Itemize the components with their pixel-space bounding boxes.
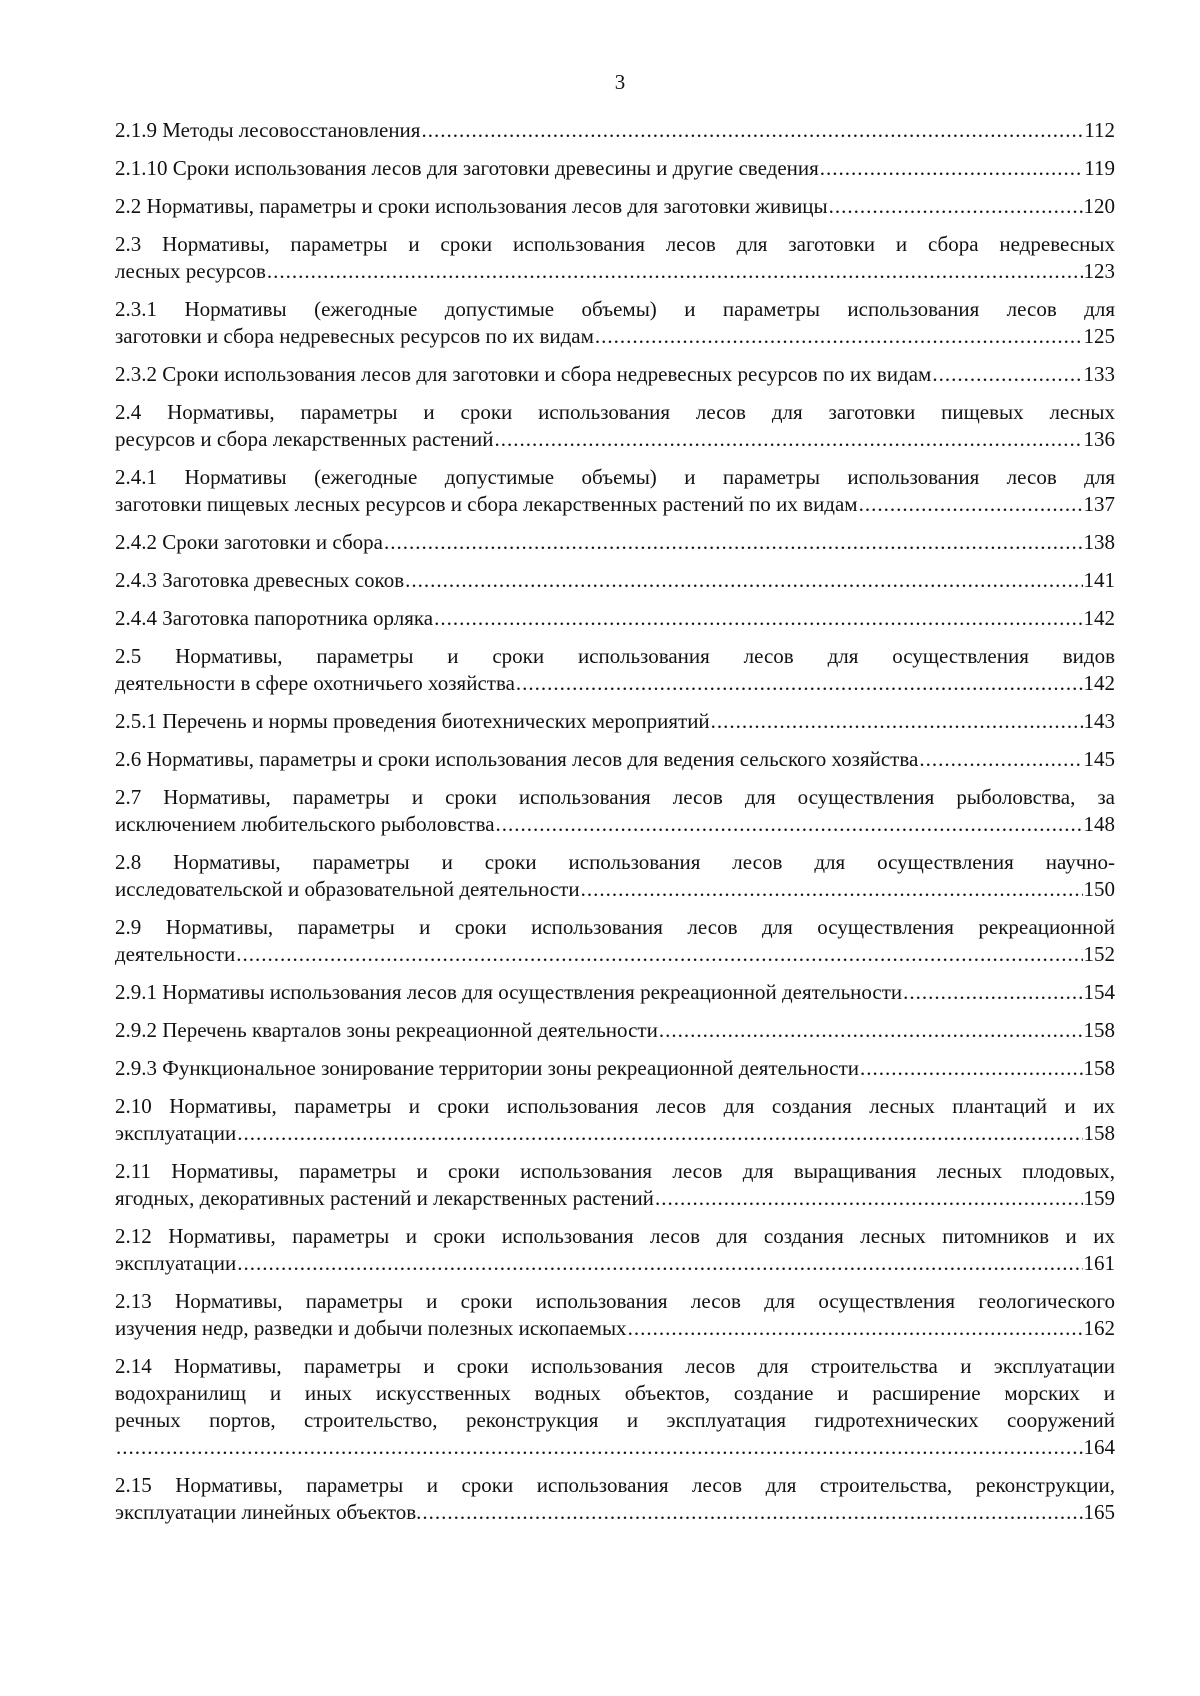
dot-leader [919,746,1082,773]
toc-entry-title: 2.2 Нормативы, параметры и сроки использования лесов для заготовки живицы [115,194,828,218]
dot-leader [859,491,1083,518]
toc-entry-page: 159 [1083,1186,1115,1210]
toc-entry[interactable] [115,193,1115,220]
toc-entry[interactable] [115,464,1115,518]
toc-entry[interactable] [115,708,1115,735]
toc-entry-page: 125 [1083,324,1115,348]
toc-entry-page: 120 [1083,194,1115,218]
dot-leader [422,1499,1082,1526]
toc-entry-title: 2.5.1 Перечень и нормы проведения биотехнических мероприятий [115,709,710,733]
page-number: 3 [614,70,626,94]
toc-entry-title: 2.4.4 Заготовка папоротника орляка [115,606,434,630]
toc-entry-line: водохранилищ и иных искусственных водных объектов, создание и расширение морских и [115,1381,1115,1405]
toc-entry[interactable] [115,1288,1115,1342]
toc-entry-line: 2.5 Нормативы, параметры и сроки использования лесов для осуществления видов [115,644,1115,668]
toc-entry-page: 161 [1083,1251,1115,1275]
toc-entry[interactable] [115,1158,1115,1212]
toc-entry-page: 162 [1083,1316,1115,1340]
dot-leader [267,258,1083,285]
dot-leader [595,323,1083,350]
toc-entry-page: 152 [1083,942,1115,966]
toc-entry[interactable] [115,399,1115,453]
toc-entry[interactable] [115,643,1115,697]
toc-entry-page: 138 [1083,530,1115,554]
dot-leader [421,117,1083,144]
dot-leader [237,1250,1082,1277]
toc-entry-page: 158 [1083,1018,1115,1042]
toc-entry-page: 133 [1083,362,1115,386]
toc-entry-line: эксплуатации [115,1251,237,1275]
toc-entry[interactable] [115,979,1115,1006]
dot-leader [496,811,1083,838]
toc-entry-line: 2.10 Нормативы, параметры и сроки использования лесов для создания лесных плантаций и их [115,1094,1115,1118]
table-of-contents [115,117,1115,1537]
toc-entry-line: исключением любительского рыболовства [115,812,495,836]
toc-entry-line: 2.13 Нормативы, параметры и сроки использования лесов для осуществления геологического [115,1289,1115,1313]
toc-entry-line: 2.4.1 Нормативы (ежегодные допустимые объемы) и параметры использования лесов для [115,465,1115,489]
toc-entry[interactable] [115,117,1115,144]
toc-entry-page: 112 [1084,118,1115,142]
toc-entry[interactable] [115,1017,1115,1044]
toc-entry-line: эксплуатации линейных объектов. [115,1500,422,1524]
toc-entry-line: деятельности [115,942,236,966]
dot-leader [860,1055,1083,1082]
toc-entry[interactable] [115,231,1115,285]
dot-leader [384,529,1083,556]
toc-entry[interactable] [115,1472,1115,1526]
toc-entry-line: 2.4 Нормативы, параметры и сроки использования лесов для заготовки пищевых лесных [115,400,1115,424]
toc-entry-page: 158 [1083,1056,1115,1080]
toc-entry-title: 2.6 Нормативы, параметры и сроки использования лесов для ведения сельского хозяйства [115,747,919,771]
toc-entry-page: 148 [1083,812,1115,836]
toc-entry-page: 164 [1083,1435,1115,1459]
dot-leader [903,979,1082,1006]
toc-entry-page: 143 [1083,709,1115,733]
dot-leader [659,1017,1083,1044]
dot-leader [516,670,1083,697]
toc-entry-line: деятельности в сфере охотничьего хозяйства [115,671,515,695]
toc-entry-title: 2.4.3 Заготовка древесных соков [115,568,405,592]
toc-entry-line: исследовательской и образовательной деятельности [115,877,580,901]
toc-entry-line: 2.3.1 Нормативы (ежегодные допустимые объемы) и параметры использования лесов для [115,297,1115,321]
toc-entry-page: 150 [1083,877,1115,901]
dot-leader [820,155,1083,182]
toc-entry-line: изучения недр, разведки и добычи полезных ископаемых [115,1316,627,1340]
toc-entry-page: 136 [1083,427,1115,451]
toc-entry-line: 2.11 Нормативы, параметры и сроки использования лесов для выращивания лесных плодовых, [115,1159,1115,1183]
dot-leader [236,941,1082,968]
toc-entry-title: 2.4.2 Сроки заготовки и сбора [115,530,383,554]
toc-entry[interactable] [115,296,1115,350]
toc-entry-title: 2.9.3 Функциональное зонирование территории зоны рекреационной деятельности [115,1056,859,1080]
toc-entry[interactable] [115,567,1115,594]
toc-entry-page: 123 [1083,259,1115,283]
toc-entry[interactable] [115,849,1115,903]
toc-entry-title: 2.1.10 Сроки использования лесов для заготовки древесины и другие сведения [115,156,819,180]
dot-leader [711,708,1083,735]
toc-entry-page: 158 [1083,1121,1115,1145]
toc-entry[interactable] [115,1093,1115,1147]
toc-entry[interactable] [115,605,1115,632]
toc-entry[interactable] [115,746,1115,773]
toc-entry-title: 2.9.2 Перечень кварталов зоны рекреационной деятельности [115,1018,658,1042]
toc-entry-page: 137 [1083,492,1115,516]
toc-entry[interactable] [115,361,1115,388]
dot-leader [495,426,1083,453]
toc-entry-page: 145 [1083,747,1115,771]
toc-entry-line: 2.7 Нормативы, параметры и сроки использования лесов для осуществления рыболовства, за [115,785,1115,809]
toc-entry-title: 2.1.9 Методы лесовосстановления [115,118,421,142]
dot-leader [829,193,1083,220]
toc-entry[interactable] [115,1353,1115,1461]
toc-entry-page: 119 [1084,156,1115,180]
toc-entry-line: заготовки и сбора недревесных ресурсов по их видам [115,324,594,348]
dot-leader [405,567,1082,594]
toc-entry-page: 154 [1083,980,1115,1004]
toc-entry-line: 2.8 Нормативы, параметры и сроки использования лесов для осуществления научно- [115,850,1115,874]
dot-leader [932,361,1082,388]
toc-entry-line: 2.3 Нормативы, параметры и сроки использования лесов для заготовки и сбора недревесных [115,232,1115,256]
toc-entry[interactable] [115,155,1115,182]
toc-entry-page: 141 [1083,568,1115,592]
dot-leader [434,605,1082,632]
toc-entry-line: 2.14 Нормативы, параметры и сроки использования лесов для строительства и эксплуатации [115,1354,1115,1378]
toc-entry-line: 2.9 Нормативы, параметры и сроки использования лесов для осуществления рекреационной [115,915,1115,939]
toc-entry-page: 165 [1083,1500,1115,1524]
toc-entry-line: 2.15 Нормативы, параметры и сроки использования лесов для строительства, реконструкции, [115,1473,1115,1497]
toc-entry[interactable] [115,1055,1115,1082]
toc-entry-line: 2.12 Нормативы, параметры и сроки использования лесов для создания лесных питомников и их [115,1224,1115,1248]
toc-entry-page: 142 [1083,671,1115,695]
toc-entry-line: ягодных, декоративных растений и лекарственных растений [115,1186,654,1210]
toc-entry-line: лесных ресурсов [115,259,266,283]
dot-leader [655,1185,1083,1212]
dot-leader [237,1120,1082,1147]
toc-entry[interactable] [115,1223,1115,1277]
toc-entry[interactable] [115,914,1115,968]
toc-entry-line: эксплуатации [115,1121,237,1145]
toc-entry-title: 2.9.1 Нормативы использования лесов для осуществления рекреационной деятельности [115,980,903,1004]
dot-leader [116,1434,1083,1461]
toc-entry[interactable] [115,784,1115,838]
toc-entry-line: заготовки пищевых лесных ресурсов и сбора лекарственных растений по их видам [115,492,858,516]
toc-entry[interactable] [115,529,1115,556]
toc-entry-title: 2.3.2 Сроки использования лесов для заготовки и сбора недревесных ресурсов по их видам [115,362,932,386]
toc-entry-line: ресурсов и сбора лекарственных растений [115,427,494,451]
dot-leader [581,876,1083,903]
toc-entry-line: речных портов, строительство, реконструкция и эксплуатация гидротехнических сооружений [115,1408,1115,1432]
dot-leader [628,1315,1083,1342]
toc-entry-page: 142 [1083,606,1115,630]
